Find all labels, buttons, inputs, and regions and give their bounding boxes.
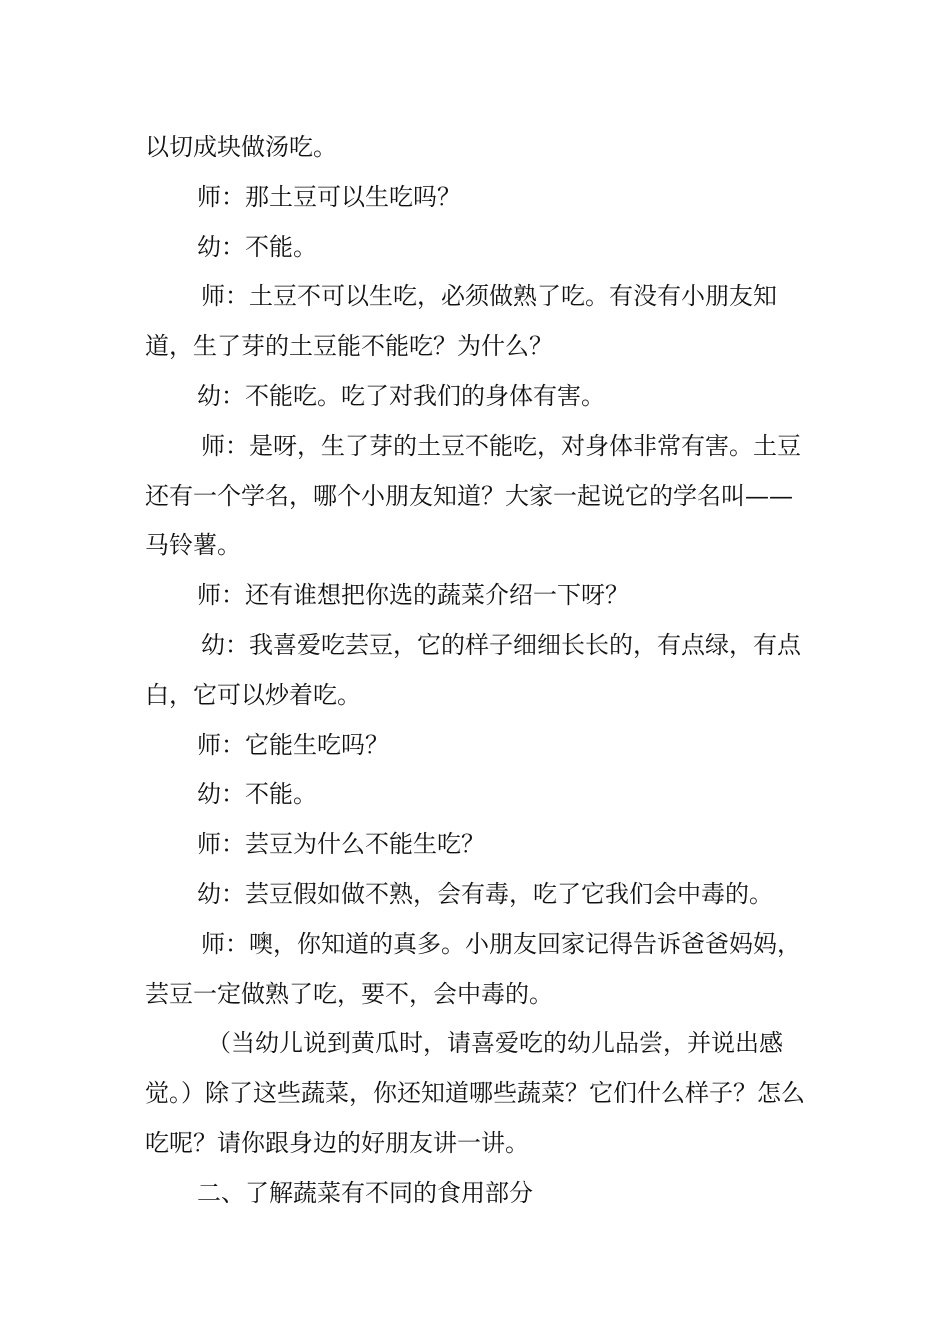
paragraph-13: 师：噢，你知道的真多。小朋友回家记得告诉爸爸妈妈，芸豆一定做熟了吃，要不，会中毒的。 [145,929,801,1008]
paragraph-7: 师：还有谁想把你选的蔬菜介绍一下呀？ [197,581,629,610]
section-heading: 二、了解蔬菜有不同的食用部分 [197,1178,533,1207]
paragraph-4: 师：土豆不可以生吃，必须做熟了吃。有没有小朋友知道，生了芽的土豆能不能吃？为什么？ [145,282,777,361]
paragraph-8: 幼：我喜爱吃芸豆，它的样子细细长长的，有点绿，有点白，它可以炒着吃。 [145,630,801,709]
paragraph-3: 幼：不能。 [197,232,317,261]
paragraph-11: 师：芸豆为什么不能生吃？ [197,830,485,859]
paragraph-2: 师：那土豆可以生吃吗？ [197,182,461,211]
paragraph-1: 以切成块做汤吃。 [145,133,337,161]
paragraph-9: 师：它能生吃吗？ [197,730,389,759]
document-body [145,123,815,1219]
paragraph-10: 幼：不能。 [197,780,317,809]
paragraph-5: 幼：不能吃。吃了对我们的身体有害。 [197,381,605,410]
paragraph-14: （当幼儿说到黄瓜时，请喜爱吃的幼儿品尝，并说出感觉。）除了这些蔬菜，你还知道哪些蔬菜？它们什么样子？怎么吃呢？请你跟身边的好朋友讲一讲。 [145,1029,805,1157]
paragraph-12: 幼：芸豆假如做不熟，会有毒，吃了它我们会中毒的。 [197,879,773,908]
paragraph-6: 师：是呀，生了芽的土豆不能吃，对身体非常有害。土豆还有一个学名，哪个小朋友知道？大家一起说它的学名叫——马铃薯。 [145,431,801,560]
